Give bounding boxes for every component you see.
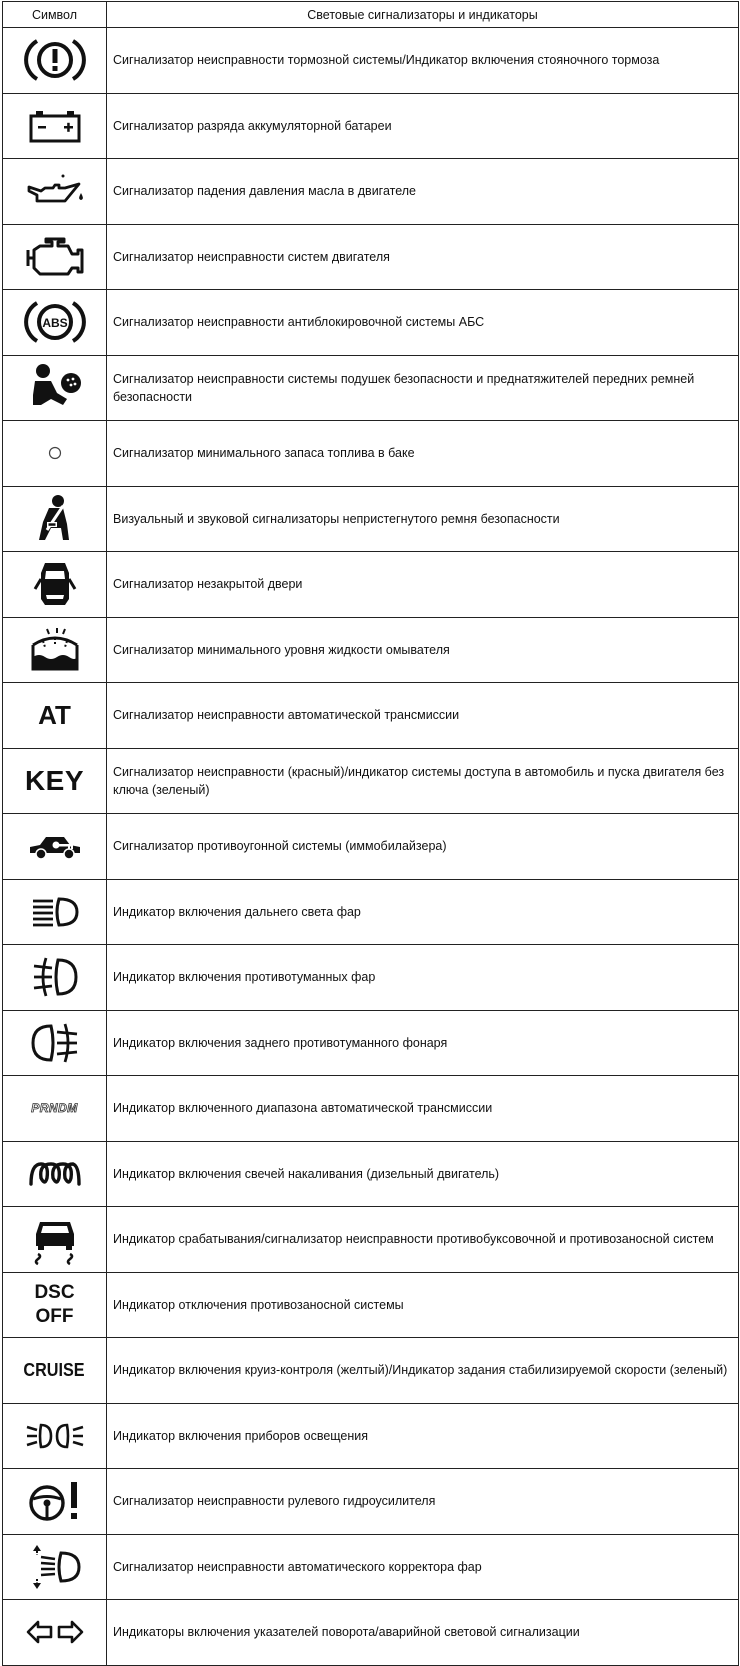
glow-plug-icon [27,1158,83,1190]
symbol-cell [3,1010,107,1076]
check-engine-icon [24,236,86,278]
description-cell: Сигнализатор минимального запаса топлива в баке [107,421,739,487]
symbol-cell [3,879,107,945]
table-row [3,1141,739,1207]
rear-fog-icon [29,1022,81,1064]
prndm-text-icon: PRNDM [31,1101,78,1116]
description-cell: Сигнализатор противоугонной системы (иммобилайзера) [107,814,739,880]
description-cell: Сигнализатор неисправности систем двигателя [107,224,739,290]
header-description: Световые сигнализаторы и индикаторы [107,2,739,28]
traction-control-icon [30,1214,80,1264]
table-row [3,224,739,290]
table-row [3,683,739,749]
description-cell: Индикаторы включения указателей поворота/аварийной световой сигнализации [107,1600,739,1666]
table-row [3,355,739,421]
brake-warning-icon [27,35,83,85]
battery-icon [27,108,83,144]
symbol-cell [3,486,107,552]
symbol-cell [3,421,107,487]
symbol-cell [3,1207,107,1273]
description-cell: Сигнализатор неисправности автоматической трансмиссии [107,683,739,749]
table-row [3,1207,739,1273]
description-cell: Сигнализатор неисправности системы подушек безопасности и преднатяжителей передних ремней безопасности [107,355,739,421]
table-row [3,1600,739,1666]
description-cell: Индикатор включения заднего противотуманного фонаря [107,1010,739,1076]
door-open-icon [33,559,77,609]
table-row [3,28,739,94]
description-cell: Индикатор включения приборов освещения [107,1403,739,1469]
symbol-cell [3,290,107,356]
dsc-label: DSC [34,1281,75,1303]
turn-signal-icon [25,1619,85,1645]
at-text-icon: AT [38,699,71,730]
washer-fluid-icon [27,627,83,673]
table-row [3,879,739,945]
airbag-icon [27,363,83,413]
description-cell: Сигнализатор минимального уровня жидкости омывателя [107,617,739,683]
fuel-level-icon [45,443,65,463]
symbol-cell [3,224,107,290]
key-text-icon: KEY [24,764,85,796]
table-row [3,1076,739,1142]
description-cell: Сигнализатор разряда аккумуляторной батареи [107,93,739,159]
seatbelt-icon [33,494,77,544]
table-row [3,93,739,159]
description-cell: Сигнализатор неисправности автоматического корректора фар [107,1534,739,1600]
symbol-cell [3,617,107,683]
description-cell: Индикатор включения свечей накаливания (дизельный двигатель) [107,1141,739,1207]
indicator-table [2,1,739,1666]
abs-icon [27,297,83,347]
table-row [3,1469,739,1535]
symbol-cell [3,748,107,814]
table-row [3,159,739,225]
cruise-text-icon: CRUISE [23,1359,86,1380]
dsc-off-text-icon [3,1281,106,1329]
table-row [3,617,739,683]
table-row [3,1534,739,1600]
table-row [3,748,739,814]
table-row [3,945,739,1011]
table-row [3,1403,739,1469]
description-cell: Сигнализатор незакрытой двери [107,552,739,618]
description-cell: Сигнализатор неисправности антиблокировочной системы АБС [107,290,739,356]
symbol-cell [3,683,107,749]
symbol-cell [3,1403,107,1469]
symbol-cell [3,945,107,1011]
symbol-cell [3,159,107,225]
indicator-table-container [2,1,738,1663]
symbol-cell [3,1600,107,1666]
symbol-cell [3,1338,107,1404]
table-row [3,421,739,487]
front-fog-icon [30,956,80,998]
description-cell: Индикатор включенного диапазона автоматической трансмиссии [107,1076,739,1142]
table-header-row [3,2,739,28]
table-row [3,1338,739,1404]
position-lights-icon [25,1421,85,1451]
description-cell: Индикатор включения круиз-контроля (желтый)/Индикатор задания стабилизируемой скорости (зеленый) [107,1338,739,1404]
description-cell: Сигнализатор неисправности рулевого гидроусилителя [107,1469,739,1535]
symbol-cell [3,1469,107,1535]
immobilizer-icon [26,831,84,861]
description-cell: Визуальный и звуковой сигнализаторы непристегнутого ремня безопасности [107,486,739,552]
oil-pressure-icon [23,171,87,211]
symbol-cell [3,1534,107,1600]
table-row [3,486,739,552]
description-cell: Индикатор включения противотуманных фар [107,945,739,1011]
off-label: OFF [35,1305,74,1327]
header-symbol: Символ [3,2,107,28]
svg-text:ABS: ABS [41,316,68,331]
description-cell: Сигнализатор неисправности (красный)/индикатор системы доступа в автомобиль и пуска двигателя без ключа (зеленый) [107,748,739,814]
description-cell: Индикатор отключения противозаносной системы [107,1272,739,1338]
symbol-cell [3,1272,107,1338]
table-row [3,814,739,880]
symbol-cell [3,28,107,94]
description-cell: Сигнализатор падения давления масла в двигателе [107,159,739,225]
symbol-cell [3,355,107,421]
symbol-cell [3,1141,107,1207]
symbol-cell [3,1076,107,1142]
power-steering-icon [27,1479,83,1523]
table-row [3,1010,739,1076]
high-beam-icon [29,895,81,929]
symbol-cell [3,93,107,159]
symbol-cell [3,814,107,880]
description-cell: Индикатор срабатывания/сигнализатор неисправности противобуксовочной и противозаносной систем [107,1207,739,1273]
table-row [3,552,739,618]
table-row [3,1272,739,1338]
description-cell: Сигнализатор неисправности тормозной системы/Индикатор включения стояночного тормоза [107,28,739,94]
headlight-leveling-icon [27,1541,83,1593]
description-cell: Индикатор включения дальнего света фар [107,879,739,945]
table-row [3,290,739,356]
symbol-cell [3,552,107,618]
